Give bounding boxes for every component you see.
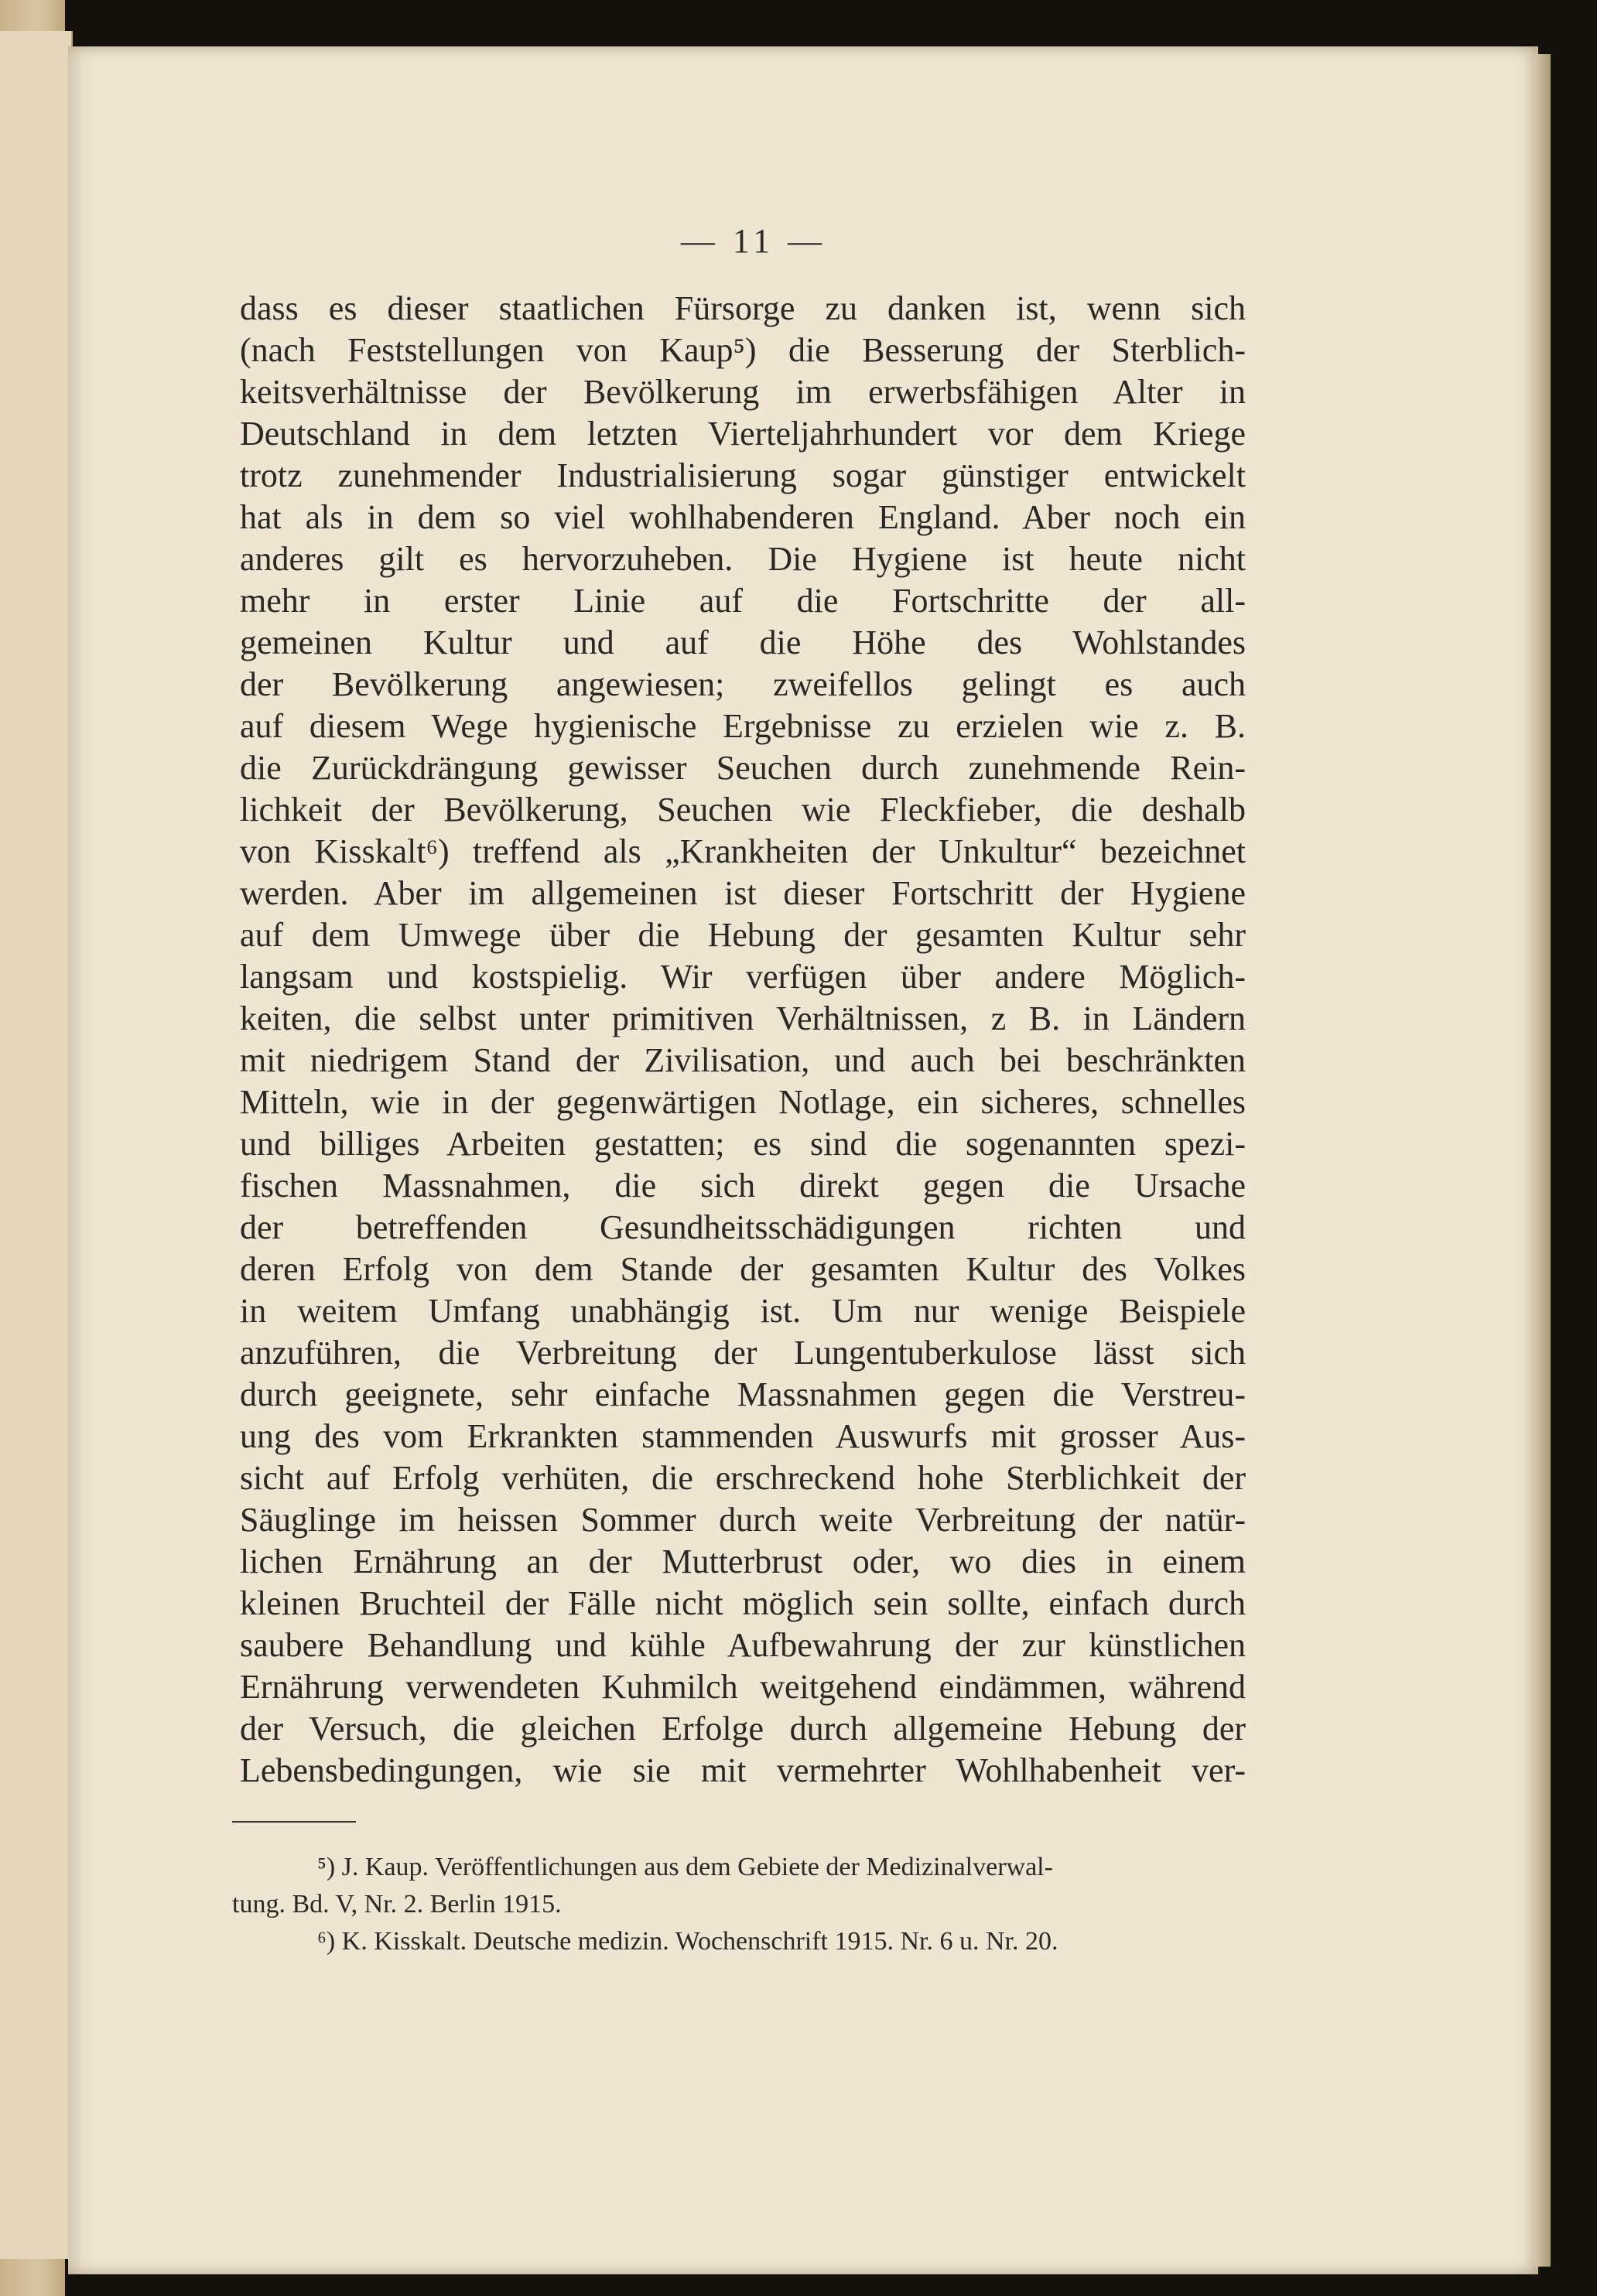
text-line: Lebensbedingungen, wie sie mit vermehrter Wohlhabenheit ver- bbox=[240, 1751, 1246, 1789]
text-line: durch geeignete, sehr einfache Massnahmen gegen die Verstreu- bbox=[240, 1375, 1246, 1413]
text-line: werden. Aber im allgemeinen ist dieser Fortschritt der Hygiene bbox=[240, 874, 1246, 912]
text-line: gemeinen Kultur und auf die Höhe des Wohlstandes bbox=[240, 624, 1246, 661]
page-number: — 11 — bbox=[680, 222, 827, 260]
text-line: trotz zunehmender Industrialisierung sogar günstiger entwickelt bbox=[240, 456, 1246, 494]
text-line: anderes gilt es hervorzuheben. Die Hygiene ist heute nicht bbox=[240, 540, 1246, 578]
text-line: (nach Feststellungen von Kaup⁵) die Besserung der Sterblich- bbox=[240, 331, 1246, 369]
text-line: fischen Massnahmen, die sich direkt gegen die Ursache bbox=[240, 1167, 1246, 1204]
text-line: dass es dieser staatlichen Fürsorge zu danken ist, wenn sich bbox=[240, 289, 1246, 327]
text-line: sicht auf Erfolg verhüten, die erschreckend hohe Sterblichkeit der bbox=[240, 1459, 1246, 1497]
text-line: keiten, die selbst unter primitiven Verhältnissen, z B. in Ländern bbox=[240, 999, 1246, 1037]
text-line: ung des vom Erkrankten stammenden Auswurfs mit grosser Aus- bbox=[240, 1417, 1246, 1455]
text-line: Mitteln, wie in der gegenwärtigen Notlage, ein sicheres, schnelles bbox=[240, 1083, 1246, 1121]
text-line: lichen Ernährung an der Mutterbrust oder, wo dies in einem bbox=[240, 1543, 1246, 1580]
footnotes bbox=[232, 1849, 1238, 1960]
text-line: kleinen Bruchteil der Fälle nicht möglich sein sollte, einfach durch bbox=[240, 1584, 1246, 1622]
footnote-6: ⁶) K. Kisskalt. Deutsche medizin. Wochenschrift 1915. Nr. 6 u. Nr. 20. bbox=[317, 1927, 1058, 1956]
text-line: von Kisskalt⁶) treffend als „Krankheiten der Unkultur“ bezeichnet bbox=[240, 832, 1246, 870]
page-edge-shadow bbox=[1535, 54, 1551, 2267]
text-line: keitsverhältnisse der Bevölkerung im erwerbsfähigen Alter in bbox=[240, 373, 1246, 411]
footnote-5-continuation: tung. Bd. V, Nr. 2. Berlin 1915. bbox=[232, 1890, 562, 1918]
text-line: der Versuch, die gleichen Erfolge durch allgemeine Hebung der bbox=[240, 1710, 1246, 1748]
text-line: lichkeit der Bevölkerung, Seuchen wie Fleckfieber, die deshalb bbox=[240, 791, 1246, 829]
body-text bbox=[240, 288, 1246, 1792]
text-line: Säuglinge im heissen Sommer durch weite Verbreitung der natür- bbox=[240, 1501, 1246, 1539]
text-line: langsam und kostspielig. Wir verfügen über andere Möglich- bbox=[240, 958, 1246, 996]
text-line: Ernährung verwendeten Kuhmilch weitgehend eindämmen, während bbox=[240, 1668, 1246, 1706]
text-line: in weitem Umfang unabhängig ist. Um nur wenige Beispiele bbox=[240, 1292, 1246, 1330]
text-line: auf diesem Wege hygienische Ergebnisse zu erzielen wie z. B. bbox=[240, 707, 1246, 745]
text-line: der betreffenden Gesundheitsschädigungen richten und bbox=[240, 1208, 1246, 1246]
text-line: hat als in dem so viel wohlhabenderen England. Aber noch ein bbox=[240, 498, 1246, 536]
text-line: deren Erfolg von dem Stande der gesamten Kultur des Volkes bbox=[240, 1250, 1246, 1288]
text-line: mit niedrigem Stand der Zivilisation, und auch bei beschränkten bbox=[240, 1041, 1246, 1079]
text-line: anzuführen, die Verbreitung der Lungentuberkulose lässt sich bbox=[240, 1334, 1246, 1372]
text-line: saubere Behandlung und kühle Aufbewahrung der zur künstlichen bbox=[240, 1626, 1246, 1664]
text-line: Deutschland in dem letzten Vierteljahrhundert vor dem Kriege bbox=[240, 415, 1246, 453]
text-line: und billiges Arbeiten gestatten; es sind die sogenannten spezi- bbox=[240, 1125, 1246, 1163]
footnote-5: ⁵) J. Kaup. Veröffentlichungen aus dem Gebiete der Medizinalverwal- bbox=[317, 1853, 1053, 1881]
text-line: auf dem Umwege über die Hebung der gesamten Kultur sehr bbox=[240, 916, 1246, 954]
text-line: mehr in erster Linie auf die Fortschritte der all- bbox=[240, 582, 1246, 620]
facing-page-edge bbox=[0, 31, 73, 2259]
footnote-divider bbox=[232, 1821, 356, 1823]
text-line: die Zurückdrängung gewisser Seuchen durch zunehmende Rein- bbox=[240, 749, 1246, 787]
text-line: der Bevölkerung angewiesen; zweifellos gelingt es auch bbox=[240, 665, 1246, 703]
